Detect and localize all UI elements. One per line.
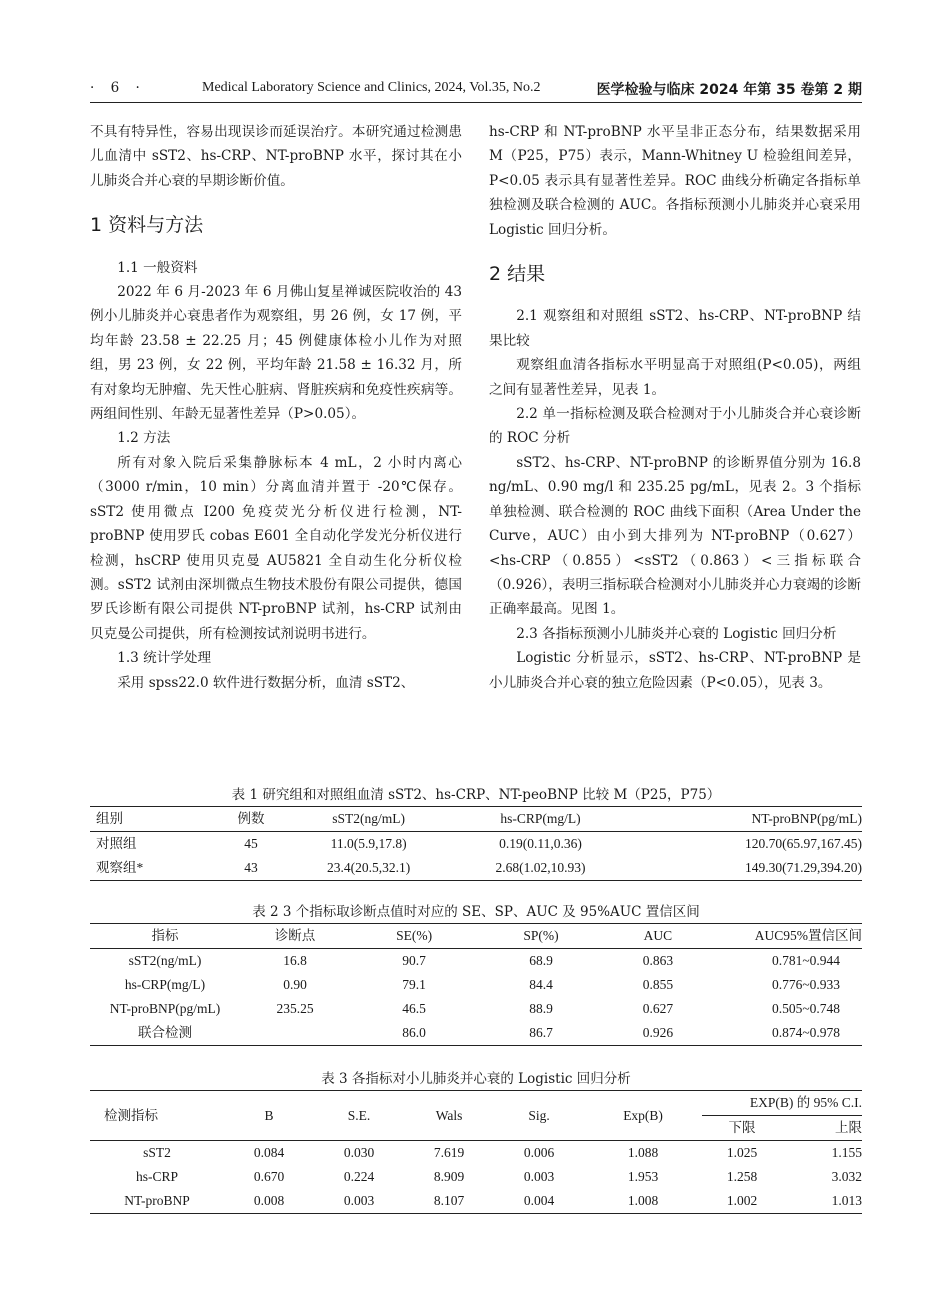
page-number: · 6 · <box>90 80 146 96</box>
t2-header: 诊断点 <box>274 928 316 943</box>
t1-header: 例数 <box>237 811 265 826</box>
s22-title: 2.2 单一指标检测及联合检测对于小儿肺炎合并心衰诊断的 ROC 分析 <box>489 406 861 447</box>
t2-cell: 0.505~0.748 <box>771 1001 840 1016</box>
t2-cell: hs-CRP(mg/L) <box>124 977 206 992</box>
section1-title: 1 资料与方法 <box>90 214 204 237</box>
t1-cell: 对照组 <box>96 836 137 851</box>
running-header <box>90 74 862 103</box>
t3-cell: 0.006 <box>523 1145 555 1160</box>
t2-header: SE(%) <box>396 928 433 943</box>
table-3 <box>90 1068 862 1214</box>
t1-cell: 43 <box>244 860 258 875</box>
s12-title: 1.2 方法 <box>117 430 171 447</box>
t2-cell: 0.926 <box>642 1025 674 1040</box>
t3-cell: 1.258 <box>726 1169 758 1184</box>
t3-header: B <box>224 1091 314 1141</box>
t2-cell <box>240 1021 350 1046</box>
t1-cell: 2.68(1.02,10.93) <box>495 860 586 875</box>
section2-title: 2 结果 <box>489 263 546 286</box>
table-row <box>90 1165 862 1189</box>
intro-continuation: 不具有特异性，容易出现误诊而延误治疗。本研究通过检测患儿血清中 sST2、hs-CRP、NT-proBNP 水平，探讨其在小儿肺炎合并心衰的早期诊断价值。 <box>90 124 462 189</box>
t3-subheader: 上限 <box>835 1120 862 1135</box>
table-2-caption: 表 2 3 个指标取诊断点值时对应的 SE、SP、AUC 及 95%AUC 置信区间 <box>252 904 700 920</box>
t3-header: Exp(B) <box>584 1091 702 1141</box>
t3-cell: NT-proBNP <box>124 1193 190 1208</box>
t3-cell: 1.002 <box>726 1193 758 1208</box>
t3-subheader: 下限 <box>728 1120 756 1135</box>
t1-cell: 149.30(71.29,394.20) <box>745 860 862 875</box>
t3-cell: hs-CRP <box>135 1169 179 1184</box>
t2-cell: 0.863 <box>642 953 674 968</box>
s11-text: 2022 年 6 月-2023 年 6 月佛山复星禅诚医院收治的 43 例小儿肺炎并心衰患者作为观察组，男 26 例，女 17 例，平均年龄 23.58 ± 22.25 月；45 例健康体检小儿作为对照组，男 23 例，女 22 例，平均年龄 21.58 ± 16.32 月，所有对象均无肿瘤、先天性心脏病、肾脏疾病和免疫性疾病等。两组间性别、年龄无显著性差异（P>0.05）。 <box>90 284 462 423</box>
s13-continuation: hs-CRP 和 NT-proBNP 水平呈非正态分布，结果数据采用 M（P25，P75）表示，Mann-Whitney U 检验组间差异，P<0.05 表示具有显著性差异。ROC 曲线分析确定各指标单独检测及联合检测的 AUC。各指标预测小儿肺炎并心衰采用 Logistic 回归分析。 <box>489 124 861 238</box>
t2-cell: 16.8 <box>283 953 307 968</box>
t1-cell: 0.19(0.11,0.36) <box>499 836 582 851</box>
t3-cell: 8.909 <box>433 1169 465 1184</box>
t1-cell: 11.0(5.9,17.8) <box>330 836 407 851</box>
t3-cell: 1.008 <box>627 1193 659 1208</box>
t2-cell: 84.4 <box>529 977 553 992</box>
s22-text: sST2、hs-CRP、NT-proBNP 的诊断界值分别为 16.8 ng/mL、0.90 mg/l 和 235.25 pg/mL，见表 2。3 个指标单独检测、联合检测的 ROC 曲线下面积（Area Under the Curve，AUC）由小到大排列为 NT-proBNP（0.627）<hs-CRP（0.855）<sST2（0.863）<三指标联合（0.926），表明三指标联合检测对小儿肺炎并心力衰竭的诊断正确率最高。见图 1。 <box>489 454 861 618</box>
t2-cell: 0.781~0.944 <box>771 953 840 968</box>
s11-title: 1.1 一般资料 <box>117 259 198 276</box>
t3-cell: 0.008 <box>253 1193 285 1208</box>
t3-cell: 0.030 <box>343 1145 375 1160</box>
table-1 <box>90 784 862 881</box>
t3-cell: 1.155 <box>831 1145 862 1160</box>
t1-cell: 45 <box>244 836 258 851</box>
table-row <box>90 832 862 857</box>
s13-text: 采用 spss22.0 软件进行数据分析，血清 sST2、 <box>117 674 415 691</box>
t1-header: NT-proBNP(pg/mL) <box>751 811 862 826</box>
t2-cell: 0.855 <box>642 977 674 992</box>
right-column <box>489 120 861 695</box>
table-row <box>90 997 862 1021</box>
t2-cell: 235.25 <box>276 1001 314 1016</box>
t3-cell: 0.670 <box>253 1169 285 1184</box>
s21-title: 2.1 观察组和对照组 sST2、hs-CRP、NT-proBNP 结果比较 <box>489 308 861 349</box>
t3-cell: 0.084 <box>253 1145 285 1160</box>
table-2 <box>90 901 862 1046</box>
t3-cell: 1.013 <box>831 1193 862 1208</box>
t2-cell: 0.90 <box>283 977 307 992</box>
t2-cell: 90.7 <box>402 953 426 968</box>
s21-text: 观察组血清各指标水平明显高于对照组(P<0.05)，两组之间有显著性差异，见表 1。 <box>489 357 861 398</box>
t1-header: hs-CRP(mg/L) <box>500 811 581 826</box>
t3-header: S.E. <box>314 1091 404 1141</box>
t1-header: 组别 <box>96 811 123 826</box>
t3-cell: 0.004 <box>523 1193 555 1208</box>
journal-title-en: Medical Laboratory Science and Clinics, 2024, Vol.35, No.2 <box>202 80 541 95</box>
table-3-caption: 表 3 各指标对小儿肺炎并心衰的 Logistic 回归分析 <box>321 1071 631 1087</box>
t2-cell: 86.7 <box>529 1025 553 1040</box>
table-row <box>90 856 862 881</box>
t3-cell: 3.032 <box>831 1169 862 1184</box>
t2-header: AUC95%置信区间 <box>754 928 862 943</box>
t2-cell: 0.874~0.978 <box>771 1025 840 1040</box>
table-row <box>90 1141 862 1166</box>
t2-cell: NT-proBNP(pg/mL) <box>109 1001 221 1016</box>
table-row <box>90 1189 862 1214</box>
t3-cell: 0.224 <box>343 1169 375 1184</box>
t2-header: 指标 <box>151 928 179 943</box>
t3-cell: 1.953 <box>627 1169 659 1184</box>
t2-cell: 联合检测 <box>138 1025 192 1040</box>
s13-title: 1.3 统计学处理 <box>117 650 212 667</box>
t2-cell: 46.5 <box>402 1001 426 1016</box>
t3-header: 检测指标 <box>90 1091 224 1141</box>
table-1-caption: 表 1 研究组和对照组血清 sST2、hs-CRP、NT-peoBNP 比较 M（P25，P75） <box>231 787 721 803</box>
s23-text: Logistic 分析显示，sST2、hs-CRP、NT-proBNP 是小儿肺炎合并心衰的独立危险因素（P<0.05），见表 3。 <box>489 650 861 691</box>
t2-header: AUC <box>643 928 673 943</box>
left-column <box>90 120 462 695</box>
t3-header: Wals <box>404 1091 494 1141</box>
s12-text: 所有对象入院后采集静脉标本 4 mL，2 小时内离心（3000 r/min，10 min）分离血清并置于 -20℃保存。sST2 使用微点 I200 免疫荧光分析仪进行检测，NT-proBNP 使用罗氏 cobas E601 全自动化学发光分析仪进行检测，hsCRP 使用贝克曼 AU5821 全自动生化分析仪检测。sST2 试剂由深圳微点生物技术股份有限公司提供，德国罗氏诊断有限公司提供 NT-proBNP 试剂，hs-CRP 试剂由贝克曼公司提供，所有检测按试剂说明书进行。 <box>90 454 462 642</box>
t1-cell: 观察组* <box>96 860 144 875</box>
t1-cell: 120.70(65.97,167.45) <box>745 836 862 851</box>
t2-cell: 0.627 <box>642 1001 674 1016</box>
t2-cell: 0.776~0.933 <box>771 977 840 992</box>
t2-cell: 88.9 <box>529 1001 553 1016</box>
table-row <box>90 1021 862 1046</box>
t3-cell: 1.025 <box>726 1145 758 1160</box>
table-row <box>90 949 862 974</box>
t2-header: SP(%) <box>523 928 559 943</box>
t3-cell: 8.107 <box>433 1193 465 1208</box>
t3-cell: 7.619 <box>433 1145 465 1160</box>
table-row <box>90 973 862 997</box>
s23-title: 2.3 各指标预测小儿肺炎并心衰的 Logistic 回归分析 <box>516 625 837 642</box>
t3-cell: 0.003 <box>343 1193 375 1208</box>
t2-cell: 79.1 <box>402 977 426 992</box>
t2-cell: sST2(ng/mL) <box>128 953 202 968</box>
t1-header: sST2(ng/mL) <box>332 811 405 826</box>
t3-cell: 1.088 <box>627 1145 659 1160</box>
t1-cell: 23.4(20.5,32.1) <box>326 860 411 875</box>
journal-title-cn: 医学检验与临床 2024 年第 35 卷第 2 期 <box>596 82 862 98</box>
t2-cell: 68.9 <box>529 953 553 968</box>
t3-header: Sig. <box>494 1091 584 1141</box>
t2-cell: 86.0 <box>402 1025 426 1040</box>
t3-header: EXP(B) 的 95% C.I. <box>702 1091 862 1116</box>
t3-cell: sST2 <box>143 1145 171 1160</box>
t3-cell: 0.003 <box>523 1169 555 1184</box>
